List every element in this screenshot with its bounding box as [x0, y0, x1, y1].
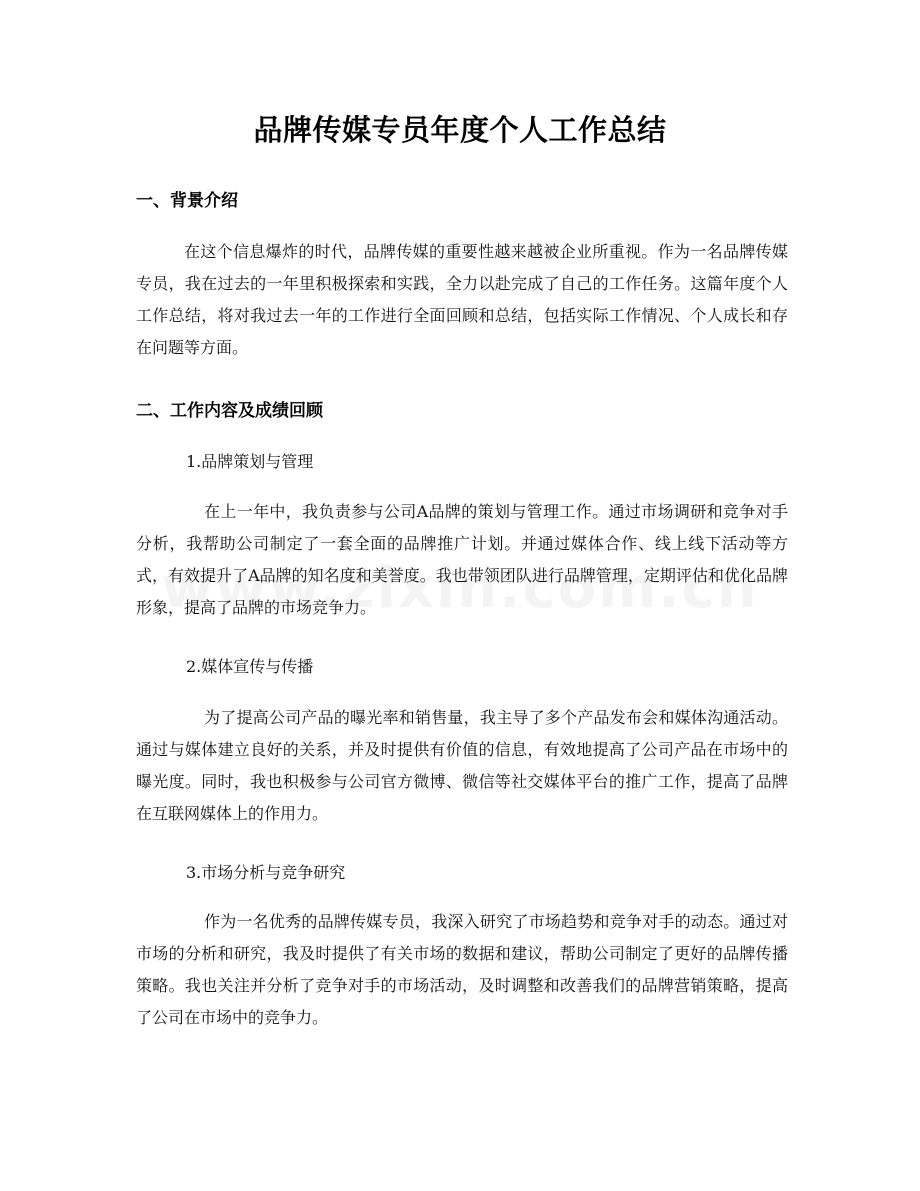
item-title-brand-planning: 1.品牌策划与管理	[186, 452, 314, 471]
item-title-market-analysis: 3.市场分析与竞争研究	[186, 863, 346, 882]
section-heading-background: 一、背景介绍	[136, 191, 238, 211]
item-paragraph-media-promotion: 为了提高公司产品的曝光率和销售量，我主导了多个产品发布会和媒体沟通活动。通过与媒体建立良好的关系，并及时提供有价值的信息，有效地提高了公司产品在市场中的曝光度。同时，我也积极参与公司官方微博、微信等社交媒体平台的推广工作，提高了品牌在互联网媒体上的作用力。	[136, 708, 788, 823]
section-heading-work-review: 二、工作内容及成绩回顾	[136, 401, 323, 421]
item-paragraph-market-analysis: 作为一名优秀的品牌传媒专员，我深入研究了市场趋势和竞争对手的动态。通过对市场的分析和研究，我及时提供了有关市场的数据和建议，帮助公司制定了更好的品牌传播策略。我也关注并分析了竞争对手的市场活动，及时调整和改善我们的品牌营销策略，提高了公司在市场中的竞争力。	[136, 912, 788, 1027]
item-paragraph-brand-planning: 在上一年中，我负责参与公司A品牌的策划与管理工作。通过市场调研和竞争对手分析，我帮助公司制定了一套全面的品牌推广计划。并通过媒体合作、线上线下活动等方式，有效提升了A品牌的知名度和美誉度。我也带领团队进行品牌管理，定期评估和优化品牌形象，提高了品牌的市场竞争力。	[136, 502, 788, 617]
item-title-media-promotion: 2.媒体宣传与传播	[186, 657, 314, 676]
section-paragraph-background: 在这个信息爆炸的时代，品牌传媒的重要性越来越被企业所重视。作为一名品牌传媒专员，我在过去的一年里积极探索和实践，全力以赴完成了自己的工作任务。这篇年度个人工作总结，将对我过去一年的工作进行全面回顾和总结，包括实际工作情况、个人成长和存在问题等方面。	[136, 242, 788, 357]
document-title: 品牌传媒专员年度个人工作总结	[253, 113, 667, 147]
